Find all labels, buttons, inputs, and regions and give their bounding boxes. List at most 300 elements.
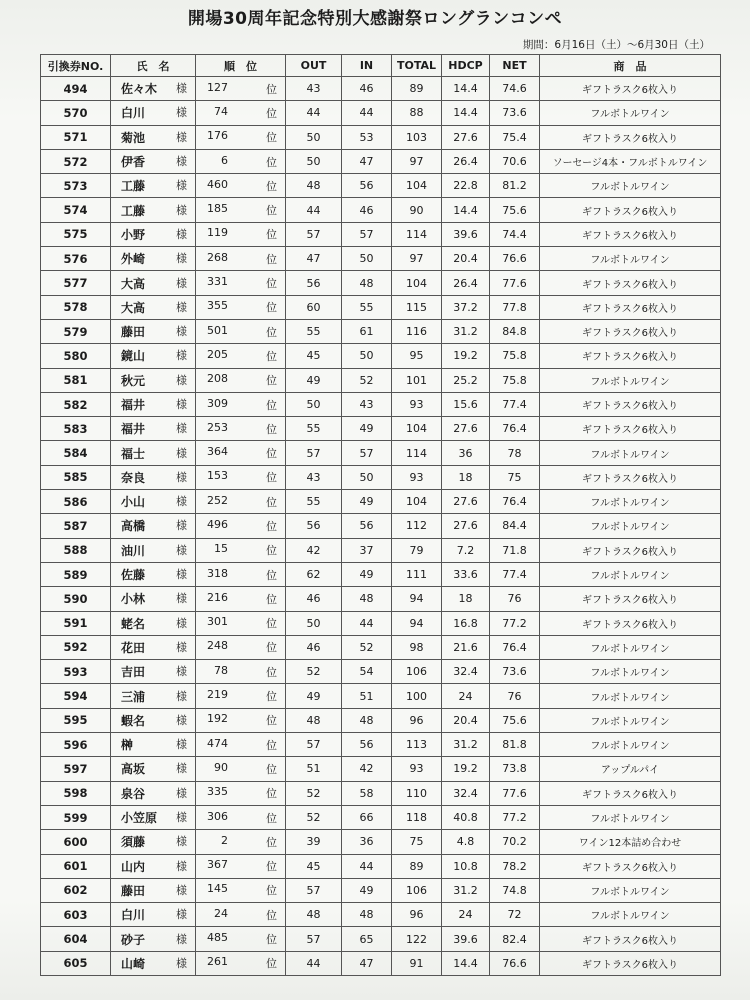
- net-cell: 72: [490, 903, 540, 927]
- net-cell: 76.4: [490, 490, 540, 514]
- honorific-label: 様: [176, 738, 187, 752]
- rank-cell: [196, 222, 286, 246]
- in-cell: 49: [342, 878, 392, 902]
- rank-cell: [196, 733, 286, 757]
- rank-value: 119: [207, 226, 228, 240]
- out-cell: 56: [286, 271, 342, 295]
- rank-cell: [196, 538, 286, 562]
- table-row: [41, 441, 721, 465]
- in-cell: 52: [342, 635, 392, 659]
- ticket-no-cell: 599: [41, 805, 111, 829]
- prize-cell: ギフトラスク6枚入り: [540, 344, 721, 368]
- hdcp-cell: 27.6: [442, 514, 490, 538]
- player-name: 油川: [121, 543, 146, 558]
- rank-unit-label: 位: [266, 106, 277, 120]
- ticket-no-cell: 587: [41, 514, 111, 538]
- net-cell: 70.6: [490, 149, 540, 173]
- rank-value: 261: [207, 955, 228, 969]
- hdcp-cell: 10.8: [442, 854, 490, 878]
- in-cell: 46: [342, 77, 392, 101]
- prize-cell: フルボトルワイン: [540, 441, 721, 465]
- total-cell: 114: [392, 441, 442, 465]
- rank-value: 460: [207, 177, 228, 191]
- honorific-label: 様: [176, 227, 187, 241]
- rank-cell: [196, 417, 286, 441]
- honorific-label: 様: [176, 252, 187, 266]
- rank-unit-label: 位: [266, 398, 277, 412]
- rank-unit-label: 位: [266, 277, 277, 291]
- ticket-no-cell: 603: [41, 903, 111, 927]
- ticket-no-cell: 574: [41, 198, 111, 222]
- rank-cell: [196, 125, 286, 149]
- column-header-hdcp: HDCP: [442, 55, 490, 77]
- honorific-label: 様: [176, 811, 187, 825]
- player-name: 砂子: [121, 932, 146, 947]
- in-cell: 65: [342, 927, 392, 951]
- name-cell: [111, 805, 196, 829]
- hdcp-cell: 22.8: [442, 174, 490, 198]
- hdcp-cell: 31.2: [442, 878, 490, 902]
- hdcp-cell: 36: [442, 441, 490, 465]
- prize-cell: ギフトラスク6枚入り: [540, 538, 721, 562]
- hdcp-cell: 26.4: [442, 149, 490, 173]
- ticket-no-cell: 577: [41, 271, 111, 295]
- rank-value: 364: [207, 445, 228, 459]
- rank-unit-label: 位: [266, 665, 277, 679]
- rank-unit-label: 位: [266, 762, 277, 776]
- net-cell: 76: [490, 587, 540, 611]
- rank-value: 306: [207, 809, 228, 823]
- net-cell: 81.8: [490, 733, 540, 757]
- total-cell: 104: [392, 417, 442, 441]
- player-name: 泉谷: [121, 786, 146, 801]
- table-row: [41, 781, 721, 805]
- total-cell: 103: [392, 125, 442, 149]
- table-row: [41, 344, 721, 368]
- out-cell: 48: [286, 174, 342, 198]
- name-cell: [111, 101, 196, 125]
- column-header-rank: 順 位: [196, 55, 286, 77]
- rank-cell: [196, 660, 286, 684]
- prize-cell: ワイン12本詰め合わせ: [540, 830, 721, 854]
- in-cell: 55: [342, 295, 392, 319]
- prize-cell: ギフトラスク6枚入り: [540, 222, 721, 246]
- net-cell: 73.6: [490, 101, 540, 125]
- rank-cell: [196, 951, 286, 975]
- prize-cell: フルボトルワイン: [540, 805, 721, 829]
- name-cell: [111, 368, 196, 392]
- rank-unit-label: 位: [266, 908, 277, 922]
- column-header-name: 氏 名: [111, 55, 196, 77]
- player-name: 佐藤: [121, 568, 146, 583]
- honorific-label: 様: [176, 568, 187, 582]
- net-cell: 71.8: [490, 538, 540, 562]
- rank-unit-label: 位: [266, 252, 277, 266]
- honorific-label: 様: [176, 762, 187, 776]
- rank-value: 309: [207, 396, 228, 410]
- honorific-label: 様: [176, 300, 187, 314]
- table-body: [41, 77, 721, 976]
- rank-value: 252: [207, 493, 228, 507]
- rank-cell: [196, 635, 286, 659]
- table-row: [41, 101, 721, 125]
- table-header-row: [41, 55, 721, 77]
- out-cell: 60: [286, 295, 342, 319]
- ticket-no-cell: 595: [41, 708, 111, 732]
- table-row: [41, 271, 721, 295]
- ticket-no-cell: 582: [41, 392, 111, 416]
- name-cell: [111, 149, 196, 173]
- rank-value: 501: [207, 323, 228, 337]
- table-row: [41, 319, 721, 343]
- player-name: 伊香: [121, 155, 146, 170]
- rank-unit-label: 位: [266, 714, 277, 728]
- total-cell: 97: [392, 247, 442, 271]
- out-cell: 42: [286, 538, 342, 562]
- ticket-no-cell: 590: [41, 587, 111, 611]
- ticket-no-cell: 597: [41, 757, 111, 781]
- ticket-no-cell: 593: [41, 660, 111, 684]
- total-cell: 101: [392, 368, 442, 392]
- rank-cell: [196, 878, 286, 902]
- net-cell: 82.4: [490, 927, 540, 951]
- rank-cell: [196, 587, 286, 611]
- prize-cell: フルボトルワイン: [540, 733, 721, 757]
- net-cell: 76.4: [490, 635, 540, 659]
- in-cell: 46: [342, 198, 392, 222]
- table-row: [41, 295, 721, 319]
- hdcp-cell: 31.2: [442, 319, 490, 343]
- ticket-no-cell: 576: [41, 247, 111, 271]
- rank-value: 474: [207, 736, 228, 750]
- prize-cell: ソーセージ4本・フルボトルワイン: [540, 149, 721, 173]
- hdcp-cell: 32.4: [442, 660, 490, 684]
- total-cell: 110: [392, 781, 442, 805]
- ticket-no-cell: 571: [41, 125, 111, 149]
- out-cell: 56: [286, 514, 342, 538]
- hdcp-cell: 25.2: [442, 368, 490, 392]
- rank-unit-label: 位: [266, 592, 277, 606]
- in-cell: 47: [342, 149, 392, 173]
- player-name: 鏡山: [121, 349, 146, 364]
- rank-cell: [196, 77, 286, 101]
- prize-cell: ギフトラスク6枚入り: [540, 319, 721, 343]
- hdcp-cell: 15.6: [442, 392, 490, 416]
- name-cell: [111, 392, 196, 416]
- prize-cell: ギフトラスク6枚入り: [540, 927, 721, 951]
- name-cell: [111, 757, 196, 781]
- table-row: [41, 368, 721, 392]
- name-cell: [111, 174, 196, 198]
- total-cell: 114: [392, 222, 442, 246]
- hdcp-cell: 24: [442, 684, 490, 708]
- rank-cell: [196, 319, 286, 343]
- rank-cell: [196, 101, 286, 125]
- player-name: 福士: [121, 446, 146, 461]
- out-cell: 43: [286, 465, 342, 489]
- total-cell: 93: [392, 392, 442, 416]
- out-cell: 50: [286, 125, 342, 149]
- player-name: 大高: [121, 276, 146, 291]
- in-cell: 47: [342, 951, 392, 975]
- rank-unit-label: 位: [266, 811, 277, 825]
- ticket-no-cell: 594: [41, 684, 111, 708]
- player-name: 奈良: [121, 470, 146, 485]
- page-title: 開場30周年記念特別大感謝祭ロングランコンペ: [187, 9, 563, 29]
- prize-cell: フルボトルワイン: [540, 101, 721, 125]
- out-cell: 43: [286, 77, 342, 101]
- net-cell: 75: [490, 465, 540, 489]
- rank-cell: [196, 271, 286, 295]
- hdcp-cell: 37.2: [442, 295, 490, 319]
- net-cell: 75.8: [490, 344, 540, 368]
- rank-unit-label: 位: [266, 860, 277, 874]
- table-row: [41, 854, 721, 878]
- honorific-label: 様: [176, 495, 187, 509]
- total-cell: 93: [392, 465, 442, 489]
- player-name: 蛯名: [121, 616, 146, 631]
- hdcp-cell: 40.8: [442, 805, 490, 829]
- name-cell: [111, 125, 196, 149]
- player-name: 小山: [121, 495, 146, 510]
- out-cell: 55: [286, 490, 342, 514]
- table-row: [41, 174, 721, 198]
- rank-unit-label: 位: [266, 738, 277, 752]
- rank-value: 6: [221, 153, 228, 167]
- ticket-no-cell: 580: [41, 344, 111, 368]
- table-row: [41, 149, 721, 173]
- in-cell: 54: [342, 660, 392, 684]
- net-cell: 73.6: [490, 660, 540, 684]
- hdcp-cell: 20.4: [442, 708, 490, 732]
- name-cell: [111, 514, 196, 538]
- prize-cell: ギフトラスク6枚入り: [540, 417, 721, 441]
- total-cell: 104: [392, 174, 442, 198]
- player-name: 蝦名: [121, 713, 146, 728]
- honorific-label: 様: [176, 786, 187, 800]
- hdcp-cell: 31.2: [442, 733, 490, 757]
- net-cell: 78.2: [490, 854, 540, 878]
- table-row: [41, 660, 721, 684]
- rank-unit-label: 位: [266, 374, 277, 388]
- honorific-label: 様: [176, 398, 187, 411]
- net-cell: 76: [490, 684, 540, 708]
- honorific-label: 様: [176, 665, 187, 679]
- hdcp-cell: 14.4: [442, 198, 490, 222]
- out-cell: 44: [286, 198, 342, 222]
- rank-cell: [196, 562, 286, 586]
- honorific-label: 様: [176, 883, 187, 897]
- hdcp-cell: 4.8: [442, 830, 490, 854]
- in-cell: 52: [342, 368, 392, 392]
- out-cell: 57: [286, 733, 342, 757]
- ticket-no-cell: 598: [41, 781, 111, 805]
- rank-cell: [196, 757, 286, 781]
- net-cell: 77.8: [490, 295, 540, 319]
- name-cell: [111, 878, 196, 902]
- player-name: 山崎: [121, 956, 146, 971]
- prize-cell: フルボトルワイン: [540, 490, 721, 514]
- player-name: 高坂: [121, 762, 146, 777]
- hdcp-cell: 39.6: [442, 222, 490, 246]
- in-cell: 49: [342, 562, 392, 586]
- total-cell: 95: [392, 344, 442, 368]
- honorific-label: 様: [176, 82, 187, 96]
- table-row: [41, 684, 721, 708]
- rank-cell: [196, 684, 286, 708]
- prize-cell: ギフトラスク6枚入り: [540, 611, 721, 635]
- honorific-label: 様: [176, 422, 187, 436]
- ticket-no-cell: 605: [41, 951, 111, 975]
- rank-cell: [196, 927, 286, 951]
- name-cell: [111, 271, 196, 295]
- honorific-label: 様: [176, 519, 187, 533]
- player-name: 工藤: [121, 203, 146, 218]
- in-cell: 57: [342, 441, 392, 465]
- in-cell: 44: [342, 101, 392, 125]
- player-name: 福井: [121, 422, 146, 437]
- honorific-label: 様: [176, 470, 187, 484]
- name-cell: [111, 587, 196, 611]
- hdcp-cell: 14.4: [442, 951, 490, 975]
- total-cell: 94: [392, 611, 442, 635]
- out-cell: 47: [286, 247, 342, 271]
- name-cell: [111, 854, 196, 878]
- name-cell: [111, 708, 196, 732]
- player-name: 藤田: [121, 325, 146, 340]
- column-header-in: IN: [342, 55, 392, 77]
- total-cell: 106: [392, 660, 442, 684]
- rank-value: 24: [214, 906, 228, 920]
- rank-cell: [196, 198, 286, 222]
- ticket-no-cell: 585: [41, 465, 111, 489]
- name-cell: [111, 830, 196, 854]
- rank-value: 2: [221, 833, 228, 847]
- net-cell: 84.4: [490, 514, 540, 538]
- rank-unit-label: 位: [266, 787, 277, 801]
- net-cell: 84.8: [490, 319, 540, 343]
- in-cell: 44: [342, 854, 392, 878]
- rank-cell: [196, 854, 286, 878]
- net-cell: 70.2: [490, 830, 540, 854]
- name-cell: [111, 927, 196, 951]
- total-cell: 104: [392, 271, 442, 295]
- player-name: 秋元: [121, 373, 146, 388]
- table-row: [41, 538, 721, 562]
- rank-unit-label: 位: [266, 835, 277, 849]
- hdcp-cell: 7.2: [442, 538, 490, 562]
- ticket-no-cell: 570: [41, 101, 111, 125]
- rank-cell: [196, 295, 286, 319]
- rank-cell: [196, 830, 286, 854]
- in-cell: 56: [342, 174, 392, 198]
- rank-unit-label: 位: [266, 690, 277, 704]
- prize-cell: フルボトルワイン: [540, 708, 721, 732]
- table-row: [41, 805, 721, 829]
- ticket-no-cell: 573: [41, 174, 111, 198]
- honorific-label: 様: [176, 640, 187, 654]
- honorific-label: 様: [176, 325, 187, 339]
- rank-cell: [196, 441, 286, 465]
- rank-value: 219: [207, 688, 228, 702]
- total-cell: 94: [392, 587, 442, 611]
- prize-cell: フルボトルワイン: [540, 368, 721, 392]
- name-cell: [111, 951, 196, 975]
- rank-unit-label: 位: [266, 544, 277, 558]
- out-cell: 48: [286, 903, 342, 927]
- total-cell: 116: [392, 319, 442, 343]
- in-cell: 48: [342, 708, 392, 732]
- rank-cell: [196, 611, 286, 635]
- in-cell: 66: [342, 805, 392, 829]
- prize-cell: フルボトルワイン: [540, 174, 721, 198]
- name-cell: [111, 562, 196, 586]
- in-cell: 58: [342, 781, 392, 805]
- ticket-no-cell: 589: [41, 562, 111, 586]
- ticket-no-cell: 494: [41, 77, 111, 101]
- out-cell: 44: [286, 951, 342, 975]
- rank-unit-label: 位: [266, 447, 277, 461]
- in-cell: 37: [342, 538, 392, 562]
- out-cell: 39: [286, 830, 342, 854]
- rank-unit-label: 位: [266, 349, 277, 363]
- player-name: 三浦: [121, 689, 146, 704]
- name-cell: [111, 247, 196, 271]
- rank-cell: [196, 247, 286, 271]
- name-cell: [111, 538, 196, 562]
- in-cell: 48: [342, 587, 392, 611]
- total-cell: 88: [392, 101, 442, 125]
- name-cell: [111, 198, 196, 222]
- out-cell: 45: [286, 854, 342, 878]
- net-cell: 77.6: [490, 271, 540, 295]
- out-cell: 55: [286, 417, 342, 441]
- column-header-out: OUT: [286, 55, 342, 77]
- ticket-no-cell: 602: [41, 878, 111, 902]
- results-table: [40, 54, 721, 976]
- net-cell: 77.2: [490, 805, 540, 829]
- hdcp-cell: 14.4: [442, 101, 490, 125]
- name-cell: [111, 611, 196, 635]
- net-cell: 76.4: [490, 417, 540, 441]
- ticket-no-cell: 572: [41, 149, 111, 173]
- hdcp-cell: 27.6: [442, 490, 490, 514]
- net-cell: 75.8: [490, 368, 540, 392]
- rank-value: 253: [207, 420, 228, 434]
- ticket-no-cell: 575: [41, 222, 111, 246]
- out-cell: 50: [286, 149, 342, 173]
- rank-cell: [196, 149, 286, 173]
- ticket-no-cell: 591: [41, 611, 111, 635]
- ticket-no-cell: 601: [41, 854, 111, 878]
- ticket-no-cell: 581: [41, 368, 111, 392]
- table-row: [41, 927, 721, 951]
- rank-value: 127: [207, 80, 228, 94]
- in-cell: 50: [342, 344, 392, 368]
- prize-cell: フルボトルワイン: [540, 684, 721, 708]
- prize-cell: フルボトルワイン: [540, 247, 721, 271]
- rank-unit-label: 位: [266, 617, 277, 631]
- name-cell: [111, 781, 196, 805]
- rank-value: 496: [207, 517, 228, 531]
- total-cell: 89: [392, 77, 442, 101]
- net-cell: 76.6: [490, 247, 540, 271]
- player-name: 吉田: [121, 665, 146, 680]
- rank-value: 367: [207, 858, 228, 872]
- net-cell: 74.6: [490, 77, 540, 101]
- prize-cell: ギフトラスク6枚入り: [540, 271, 721, 295]
- out-cell: 50: [286, 611, 342, 635]
